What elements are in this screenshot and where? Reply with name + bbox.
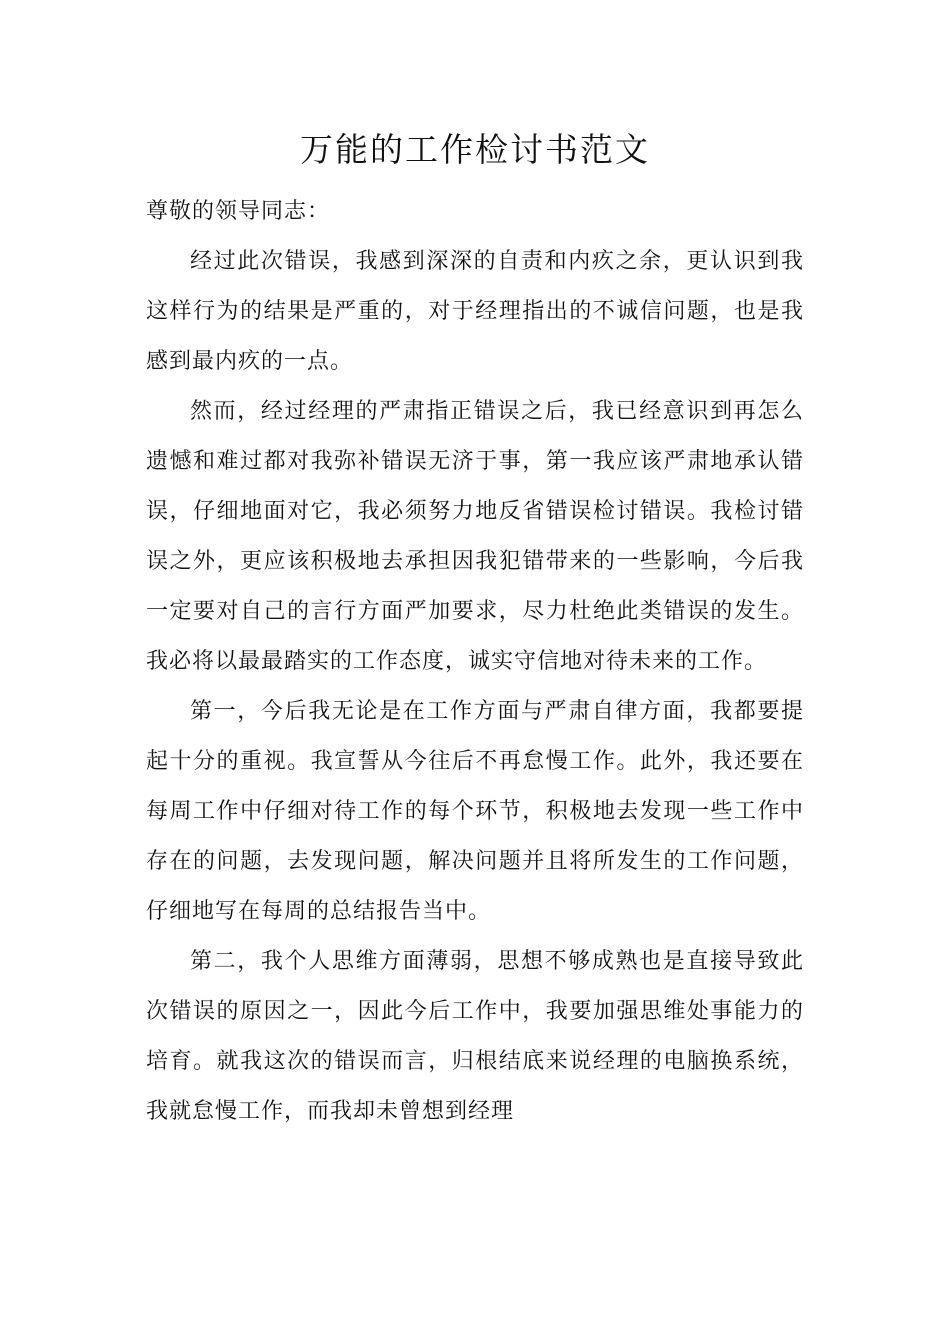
salutation: 尊敬的领导同志： — [146, 199, 331, 224]
body-paragraph-3: 第一，今后我无论是在工作方面与严肃自律方面，我都要提起十分的重视。我宣誓从今往后不再怠慢工作。此外，我还要在每周工作中仔细对待工作的每个环节，积极地去发现一些工作中存在的问题，去发现问题，解决问题并且将所发生的工作问题，仔细地写在每周的总结报告当中。 — [146, 699, 804, 924]
body-paragraph-2: 然而，经过经理的严肃指正错误之后，我已经意识到再怎么遗憾和难过都对我弥补错误无济于事，第一我应该严肃地承认错误，仔细地面对它，我必须努力地反省错误检讨错误。我检讨错误之外，更应该积极地去承担因我犯错带来的一些影响，今后我一定要对自己的言行方面严加要求，尽力杜绝此类错误的发生。我必将以最最踏实的工作态度，诚实守信地对待未来的工作。 — [146, 399, 804, 674]
document-title: 万能的工作检讨书范文 — [300, 130, 650, 169]
body-paragraph-1: 经过此次错误，我感到深深的自责和内疚之余，更认识到我这样行为的结果是严重的，对于经理指出的不诚信问题，也是我感到最内疚的一点。 — [146, 249, 804, 374]
document-body — [146, 237, 804, 1137]
body-paragraph-4: 第二，我个人思维方面薄弱，思想不够成熟也是直接导致此次错误的原因之一，因此今后工作中，我要加强思维处事能力的培育。就我这次的错误而言，归根结底来说经理的电脑换系统，我就怠慢工作，而我却未曾想到经理 — [146, 949, 804, 1124]
